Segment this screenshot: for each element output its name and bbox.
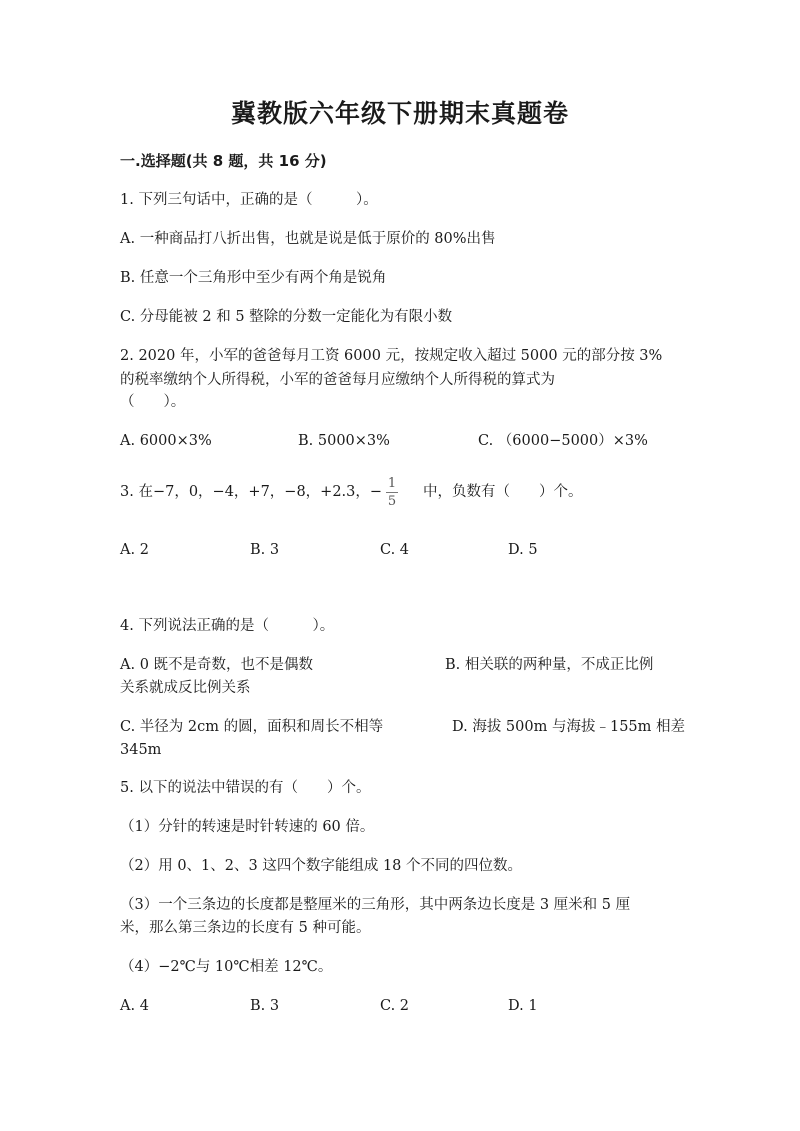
question-5-statement-1: （1）分针的转速是时针转速的 60 倍。	[120, 819, 375, 835]
question-5-statement-4: （4）−2℃与 10℃相差 12℃。	[120, 959, 333, 975]
question-5-option-b: B. 3	[250, 998, 280, 1014]
question-5-option-c: C. 2	[380, 998, 410, 1014]
question-2-option-a: A. 6000×3%	[120, 433, 212, 449]
question-2-option-b: B. 5000×3%	[298, 433, 390, 449]
question-4-option-b-line-2: 关系就成反比例关系	[120, 680, 251, 696]
question-5-statement-2: （2）用 0、1、2、3 这四个数字能组成 18 个不同的四位数。	[120, 858, 523, 874]
question-3-option-c: C. 4	[380, 542, 410, 558]
question-1-stem: 1. 下列三句话中，正确的是（ ）。	[120, 192, 378, 208]
question-3-option-d: D. 5	[508, 542, 538, 558]
question-2-stem-line-1: 2. 2020 年，小军的爸爸每月工资 6000 元，按规定收入超过 5000 元的部分按 3%	[120, 348, 663, 364]
question-4-option-d-line-2: 345m	[120, 742, 162, 758]
question-5-statement-3-line-2: 米，那么第三条边的长度有 5 种可能。	[120, 920, 371, 936]
fraction-bar	[386, 492, 398, 493]
question-4-option-d-line-1: D. 海拔 500m 与海拔﹣155m 相差	[452, 719, 686, 735]
question-4-stem: 4. 下列说法正确的是（ ）。	[120, 618, 335, 634]
fraction-numerator: 1	[387, 476, 397, 491]
question-1-option-a: A. 一种商品打八折出售，也就是说是低于原价的 80%出售	[120, 231, 496, 247]
page-title: 冀教版六年级下册期末真题卷	[230, 99, 569, 128]
question-2-stem-line-3: （ ）。	[120, 394, 186, 410]
question-3-stem-start: 3. 在−7，0，−4，+7，−8，+2.3，−	[120, 484, 383, 500]
question-2-stem-line-2: 的税率缴纳个人所得税，小军的爸爸每月应缴纳个人所得税的算式为	[120, 372, 555, 388]
question-4-option-b-line-1: B. 相关联的两种量，不成正比例	[445, 657, 654, 673]
question-3-stem-end: 中，负数有（ ）个。	[423, 484, 583, 500]
question-3-option-b: B. 3	[250, 542, 280, 558]
question-5-option-a: A. 4	[120, 998, 149, 1014]
fraction-denominator: 5	[387, 494, 397, 509]
question-4-option-a: A. 0 既不是奇数，也不是偶数	[120, 657, 314, 673]
question-3-option-a: A. 2	[120, 542, 149, 558]
question-3-fraction	[386, 476, 398, 509]
question-4-option-c: C. 半径为 2cm 的圆，面积和周长不相等	[120, 719, 384, 735]
question-5-statement-3-line-1: （3）一个三条边的长度都是整厘米的三角形，其中两条边长度是 3 厘米和 5 厘	[120, 897, 631, 913]
question-1-option-b: B. 任意一个三角形中至少有两个角是锐角	[120, 270, 387, 286]
section-heading: 一.选择题(共 8 题，共 16 分)	[120, 152, 327, 170]
question-5-stem: 5. 以下的说法中错误的有（ ）个。	[120, 780, 371, 796]
question-5-option-d: D. 1	[508, 998, 538, 1014]
question-2-option-c: C. （6000−5000）×3%	[478, 433, 648, 449]
question-1-option-c: C. 分母能被 2 和 5 整除的分数一定能化为有限小数	[120, 309, 453, 325]
